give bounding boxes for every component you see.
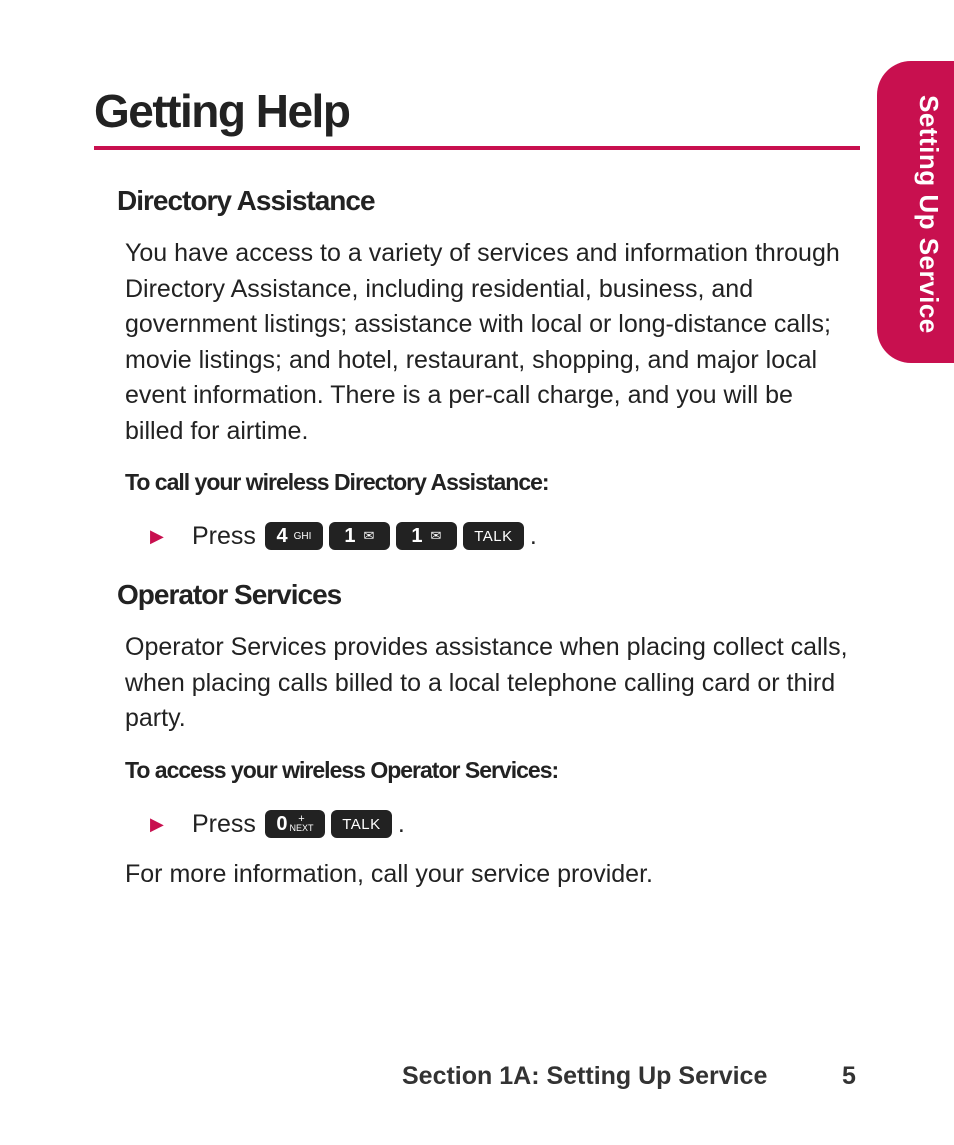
- key-1-voicemail: [329, 522, 390, 550]
- key-1-digit: 1: [344, 524, 356, 547]
- operator-services-body: Operator Services provides assistance when placing collect calls, when placing calls billed to a local telephone calling card or third party.: [125, 633, 848, 732]
- title-divider: [94, 146, 860, 150]
- key-talk-label: TALK: [474, 527, 513, 545]
- step-period: .: [397, 809, 405, 838]
- directory-assistance-body: You have access to a variety of services and information through Directory Assistance, including residential, business, and government listings; assistance with local or long-distance calls; movie listings; and hotel, restaurant, shopping, and major local event information. There is a per-call charge, and you will be billed for airtime.: [125, 239, 840, 445]
- operator-step: [150, 807, 405, 841]
- directory-assistance-heading: Directory Assistance: [117, 185, 375, 216]
- key-talk-label: TALK: [342, 815, 381, 833]
- directory-instruction: To call your wireless Directory Assistance:: [125, 469, 549, 495]
- bullet-arrow-icon: ▶: [150, 813, 164, 834]
- key-1-digit: 1: [411, 524, 423, 547]
- directory-step: [150, 519, 537, 553]
- key-4-digit: 4: [276, 524, 288, 547]
- step-period: .: [529, 521, 537, 550]
- key-4-letters: GHI: [293, 530, 312, 542]
- envelope-icon: ✉: [363, 528, 375, 543]
- press-label: Press: [192, 521, 256, 550]
- section-side-tab: [877, 61, 954, 363]
- press-label: Press: [192, 809, 256, 838]
- key-0-digit: 0: [276, 812, 288, 835]
- key-0-next: [265, 810, 325, 838]
- key-4-ghi: [265, 522, 323, 550]
- footer-section-label: Section 1A: Setting Up Service: [402, 1062, 768, 1090]
- page-title: Getting Help: [94, 85, 350, 137]
- key-0-next-label: NEXT: [289, 823, 314, 833]
- bullet-arrow-icon: ▶: [150, 525, 164, 546]
- key-0-plus-next: [289, 815, 313, 833]
- envelope-icon: ✉: [430, 528, 442, 543]
- key-1-voicemail: [396, 522, 457, 550]
- side-tab-label: Setting Up Service: [914, 95, 944, 334]
- operator-services-heading: Operator Services: [117, 579, 342, 610]
- operator-instruction: To access your wireless Operator Services:: [125, 757, 559, 783]
- key-0-plus: +: [298, 813, 305, 825]
- key-talk: [463, 522, 524, 550]
- service-provider-note: For more information, call your service provider.: [125, 860, 653, 888]
- key-talk: [331, 810, 392, 838]
- page-number: 5: [842, 1062, 856, 1090]
